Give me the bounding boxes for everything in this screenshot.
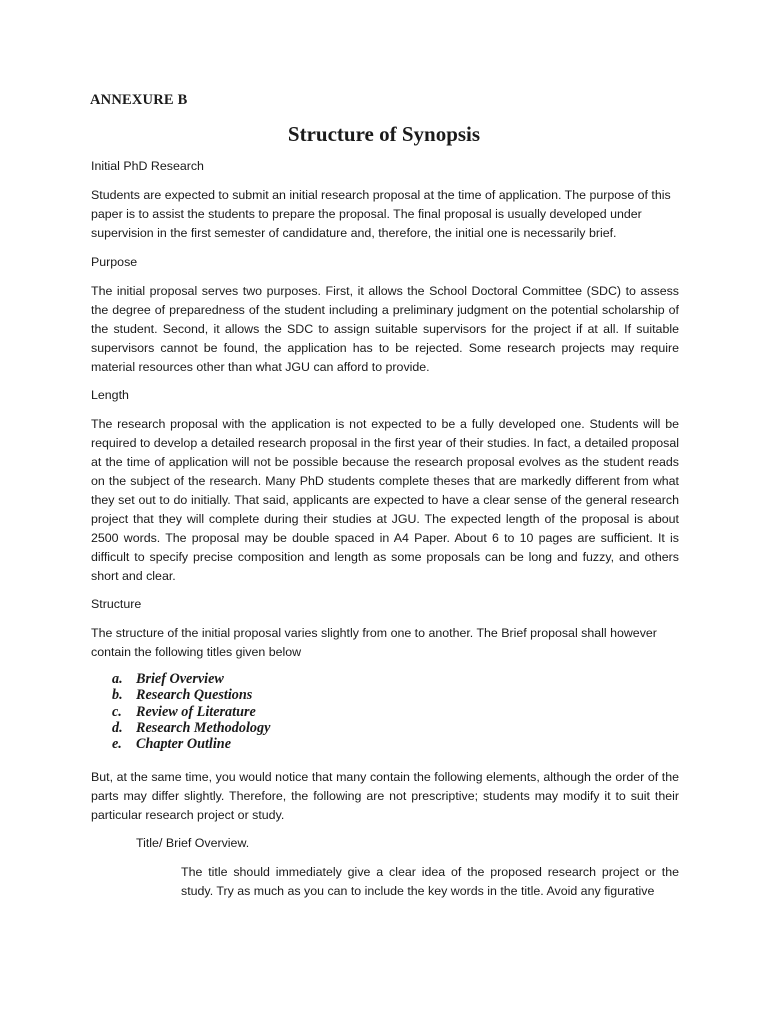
paragraph-length: The research proposal with the application is not expected to be a fully developed one. Students will be required to develop a detailed research proposal in the first year of their studies. In fact, a detailed proposal at the time of application will not be possible because the research proposal evolves as the student reads on the subject of the research. Many PhD students complete theses that are markedly different from what they set out to do initially. That said, applicants are expected to have a clear sense of the general research project that they will complete during their studies at JGU. The expected length of the proposal is about 2500 words. The proposal may be double spaced in A4 Paper. About 6 to 10 pages are sufficient. It is difficult to specify precise composition and length as some proposals can be long and fuzzy, and others short and clear. <box>91 417 679 583</box>
list-item-label: Chapter Outline <box>136 736 231 753</box>
paragraph-structure: The structure of the initial proposal varies slightly from one to another. The Brief proposal shall however contain the following titles given below <box>91 626 657 659</box>
page-title: Structure of Synopsis <box>287 122 481 146</box>
list-marker: c. <box>112 703 122 720</box>
annexure-label: ANNEXURE B <box>90 92 188 108</box>
heading-purpose: Purpose <box>91 255 138 269</box>
list-item-label: Brief Overview <box>136 671 224 687</box>
paragraph-initial: Students are expected to submit an initial research proposal at the time of application. The purpose of this paper is to assist the students to prepare the proposal. The final proposal is usually developed under supervision in the first semester of candidature and, therefore, the initial one is necessarily brief. <box>91 188 671 240</box>
paragraph-elements: But, at the same time, you would notice that many contain the following elements, although the order of the parts may differ slightly. Therefore, the following are not prescriptive; students may modify it to suit their particular research project or study. <box>91 770 679 822</box>
paragraph-title-overview: The title should immediately give a clear idea of the proposed research project or the study. Try as much as you can to include the key words in the title. Avoid any figurative <box>181 865 679 898</box>
list-item-label: Research Questions <box>136 687 253 704</box>
list-item <box>112 671 270 687</box>
list-item <box>112 704 270 720</box>
proposal-titles-list <box>112 671 270 752</box>
heading-title-brief-overview: Title/ Brief Overview. <box>136 836 250 850</box>
list-item-label: Research Methodology <box>136 719 271 736</box>
list-item <box>112 687 270 703</box>
heading-length: Length <box>91 388 129 402</box>
list-marker: b. <box>112 687 123 704</box>
list-marker: e. <box>112 736 122 753</box>
list-item-label: Review of Literature <box>136 703 256 720</box>
paragraph-purpose: The initial proposal serves two purposes. First, it allows the School Doctoral Committee (SDC) to assess the degree of preparedness of the student including a preliminary judgment on the potential scholarship of the student. Second, it allows the SDC to assign suitable supervisors for the project if at all. If suitable supervisors cannot be found, the application has to be rejected. Some research projects may require material resources other than what JGU can afford to provide. <box>91 284 679 374</box>
heading-initial-phd-research: Initial PhD Research <box>91 159 204 173</box>
heading-structure: Structure <box>91 597 142 611</box>
list-item <box>112 720 270 736</box>
list-item <box>112 736 270 752</box>
list-marker: a. <box>112 671 123 687</box>
list-marker: d. <box>112 719 123 736</box>
